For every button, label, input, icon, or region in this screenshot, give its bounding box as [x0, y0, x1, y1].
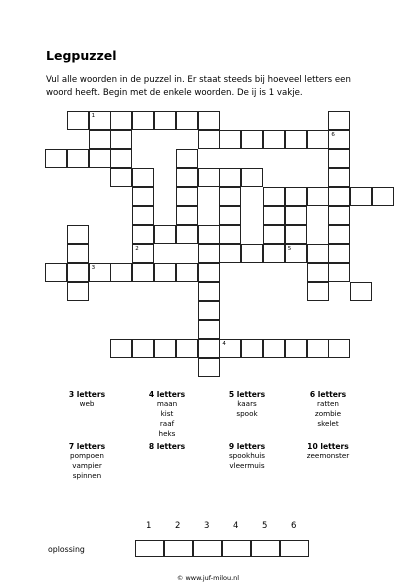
grid-cell[interactable] [176, 149, 198, 168]
grid-cell[interactable] [45, 263, 67, 282]
clue-number: 6 [331, 132, 335, 138]
grid-cell[interactable] [132, 187, 154, 206]
grid-cell[interactable] [176, 339, 198, 358]
grid-cell[interactable] [110, 149, 132, 168]
grid-cell[interactable] [307, 130, 329, 149]
grid-cell[interactable] [67, 111, 89, 130]
word-group-heading: 7 letters [68, 442, 106, 451]
grid-cell[interactable] [263, 206, 285, 225]
word-group-heading: 8 letters [148, 442, 186, 451]
grid-cell[interactable] [132, 168, 154, 187]
grid-cell[interactable] [154, 111, 176, 130]
grid-cell[interactable] [110, 339, 132, 358]
grid-cell[interactable] [198, 263, 220, 282]
solution-box[interactable] [222, 540, 251, 557]
grid-cell[interactable] [285, 339, 307, 358]
grid-cell[interactable] [89, 149, 111, 168]
grid-cell[interactable] [110, 263, 132, 282]
word-group [132, 442, 202, 451]
grid-cell[interactable] [45, 149, 67, 168]
word-item: web [79, 399, 95, 408]
word-group-heading: 9 letters [228, 442, 266, 451]
grid-cell[interactable] [307, 339, 329, 358]
grid-cell[interactable] [307, 263, 329, 282]
grid-cell[interactable] [198, 225, 220, 244]
clue-number: 1 [91, 113, 96, 119]
clue-number: 4 [222, 341, 226, 347]
grid-cell[interactable] [350, 282, 372, 301]
grid-cell[interactable] [198, 168, 220, 187]
grid-cell[interactable] [372, 187, 394, 206]
grid-cell[interactable] [176, 225, 198, 244]
word-group-heading: 6 letters [309, 390, 347, 399]
grid-cell[interactable] [89, 130, 111, 149]
solution-number: 2 [175, 521, 181, 531]
grid-cell[interactable] [328, 130, 350, 149]
grid-cell[interactable] [154, 263, 176, 282]
grid-cell[interactable] [198, 111, 220, 130]
grid-cell[interactable] [328, 111, 350, 130]
clue-number: 5 [287, 246, 292, 252]
grid-cell[interactable] [89, 111, 111, 130]
grid-cell[interactable] [307, 187, 329, 206]
word-item: spinnen [72, 471, 102, 480]
grid-cell[interactable] [241, 244, 263, 263]
grid-cell[interactable] [198, 282, 220, 301]
word-group [293, 390, 363, 429]
grid-cell[interactable] [110, 130, 132, 149]
word-item: vleermuis [229, 461, 265, 470]
grid-cell[interactable] [176, 168, 198, 187]
grid-cell[interactable] [176, 206, 198, 225]
grid-cell[interactable] [263, 225, 285, 244]
grid-cell[interactable] [285, 206, 307, 225]
grid-cell[interactable] [132, 225, 154, 244]
grid-cell[interactable] [67, 149, 89, 168]
grid-cell[interactable] [241, 339, 263, 358]
word-group [132, 390, 202, 439]
footer-credit: © www.juf-milou.nl [176, 574, 240, 582]
instructions: Vul alle woorden in de puzzel in. Er staat steeds bij hoeveel letters een woord heeft. Begin met de enkele woorden. De ij is 1 vakje. [46, 75, 351, 98]
grid-cell[interactable] [198, 320, 220, 339]
grid-cell[interactable] [198, 339, 220, 358]
word-item: kaars [237, 399, 257, 408]
grid-cell[interactable] [67, 244, 89, 263]
grid-cell[interactable] [219, 339, 241, 358]
grid-cell[interactable] [328, 339, 350, 358]
grid-cell[interactable] [198, 244, 220, 263]
grid-cell[interactable] [154, 225, 176, 244]
grid-cell[interactable] [328, 244, 350, 263]
grid-cell[interactable] [328, 168, 350, 187]
grid-cell[interactable] [350, 187, 372, 206]
grid-cell[interactable] [307, 282, 329, 301]
solution-box[interactable] [251, 540, 280, 557]
clue-number: 2 [135, 246, 139, 252]
grid-cell[interactable] [328, 263, 350, 282]
solution-label: oplossing [48, 545, 85, 554]
solution-box[interactable] [193, 540, 222, 557]
grid-cell[interactable] [132, 206, 154, 225]
grid-cell[interactable] [328, 149, 350, 168]
grid-cell[interactable] [263, 187, 285, 206]
word-group-heading: 4 letters [148, 390, 186, 399]
page-title: Legpuzzel [46, 48, 117, 63]
clue-number: 3 [91, 265, 96, 271]
word-group [52, 442, 122, 481]
word-item: zombie [314, 409, 342, 418]
grid-cell[interactable] [285, 187, 307, 206]
word-item: ratten [317, 399, 339, 408]
grid-cell[interactable] [285, 244, 307, 263]
grid-cell[interactable] [176, 187, 198, 206]
grid-cell[interactable] [219, 206, 241, 225]
solution-box[interactable] [280, 540, 309, 557]
word-group-heading: 10 letters [307, 442, 349, 451]
word-item: heks [158, 429, 176, 438]
grid-cell[interactable] [263, 244, 285, 263]
grid-cell[interactable] [154, 339, 176, 358]
grid-cell[interactable] [89, 263, 111, 282]
grid-cell[interactable] [67, 263, 89, 282]
word-group-heading: 3 letters [68, 390, 106, 399]
word-item: zeemonster [306, 451, 350, 460]
word-item: raaf [159, 419, 175, 428]
solution-number: 6 [291, 521, 297, 531]
grid-cell[interactable] [176, 263, 198, 282]
grid-cell[interactable] [219, 244, 241, 263]
grid-cell[interactable] [132, 244, 154, 263]
grid-cell[interactable] [67, 282, 89, 301]
word-group [52, 390, 122, 409]
grid-cell[interactable] [328, 225, 350, 244]
word-item: kist [160, 409, 174, 418]
grid-cell[interactable] [198, 358, 220, 377]
grid-cell[interactable] [219, 187, 241, 206]
grid-cell[interactable] [241, 168, 263, 187]
solution-number: 1 [146, 521, 152, 531]
grid-cell[interactable] [132, 339, 154, 358]
grid-cell[interactable] [241, 130, 263, 149]
grid-cell[interactable] [198, 130, 220, 149]
grid-cell[interactable] [285, 225, 307, 244]
word-group [293, 442, 363, 461]
grid-cell[interactable] [132, 111, 154, 130]
word-item: vampier [72, 461, 102, 470]
word-item: pompoen [70, 451, 104, 460]
word-item: skelet [317, 419, 339, 428]
grid-cell[interactable] [307, 244, 329, 263]
grid-cell[interactable] [67, 225, 89, 244]
word-group [212, 390, 282, 419]
word-item: spookhuis [228, 451, 266, 460]
grid-cell[interactable] [132, 263, 154, 282]
solution-box[interactable] [135, 540, 164, 557]
grid-cell[interactable] [110, 168, 132, 187]
grid-cell[interactable] [285, 130, 307, 149]
grid-cell[interactable] [198, 301, 220, 320]
grid-cell[interactable] [219, 168, 241, 187]
grid-cell[interactable] [176, 111, 198, 130]
grid-cell[interactable] [263, 339, 285, 358]
word-group [212, 442, 282, 471]
solution-box[interactable] [164, 540, 193, 557]
grid-cell[interactable] [328, 206, 350, 225]
word-group-heading: 5 letters [228, 390, 266, 399]
grid-cell[interactable] [219, 225, 241, 244]
grid-cell[interactable] [328, 187, 350, 206]
solution-number: 3 [204, 521, 210, 531]
grid-cell[interactable] [219, 130, 241, 149]
word-item: maan [156, 399, 178, 408]
word-item: spook [236, 409, 258, 418]
grid-cell[interactable] [110, 111, 132, 130]
solution-number: 5 [262, 521, 268, 531]
solution-number: 4 [233, 521, 239, 531]
grid-cell[interactable] [263, 130, 285, 149]
